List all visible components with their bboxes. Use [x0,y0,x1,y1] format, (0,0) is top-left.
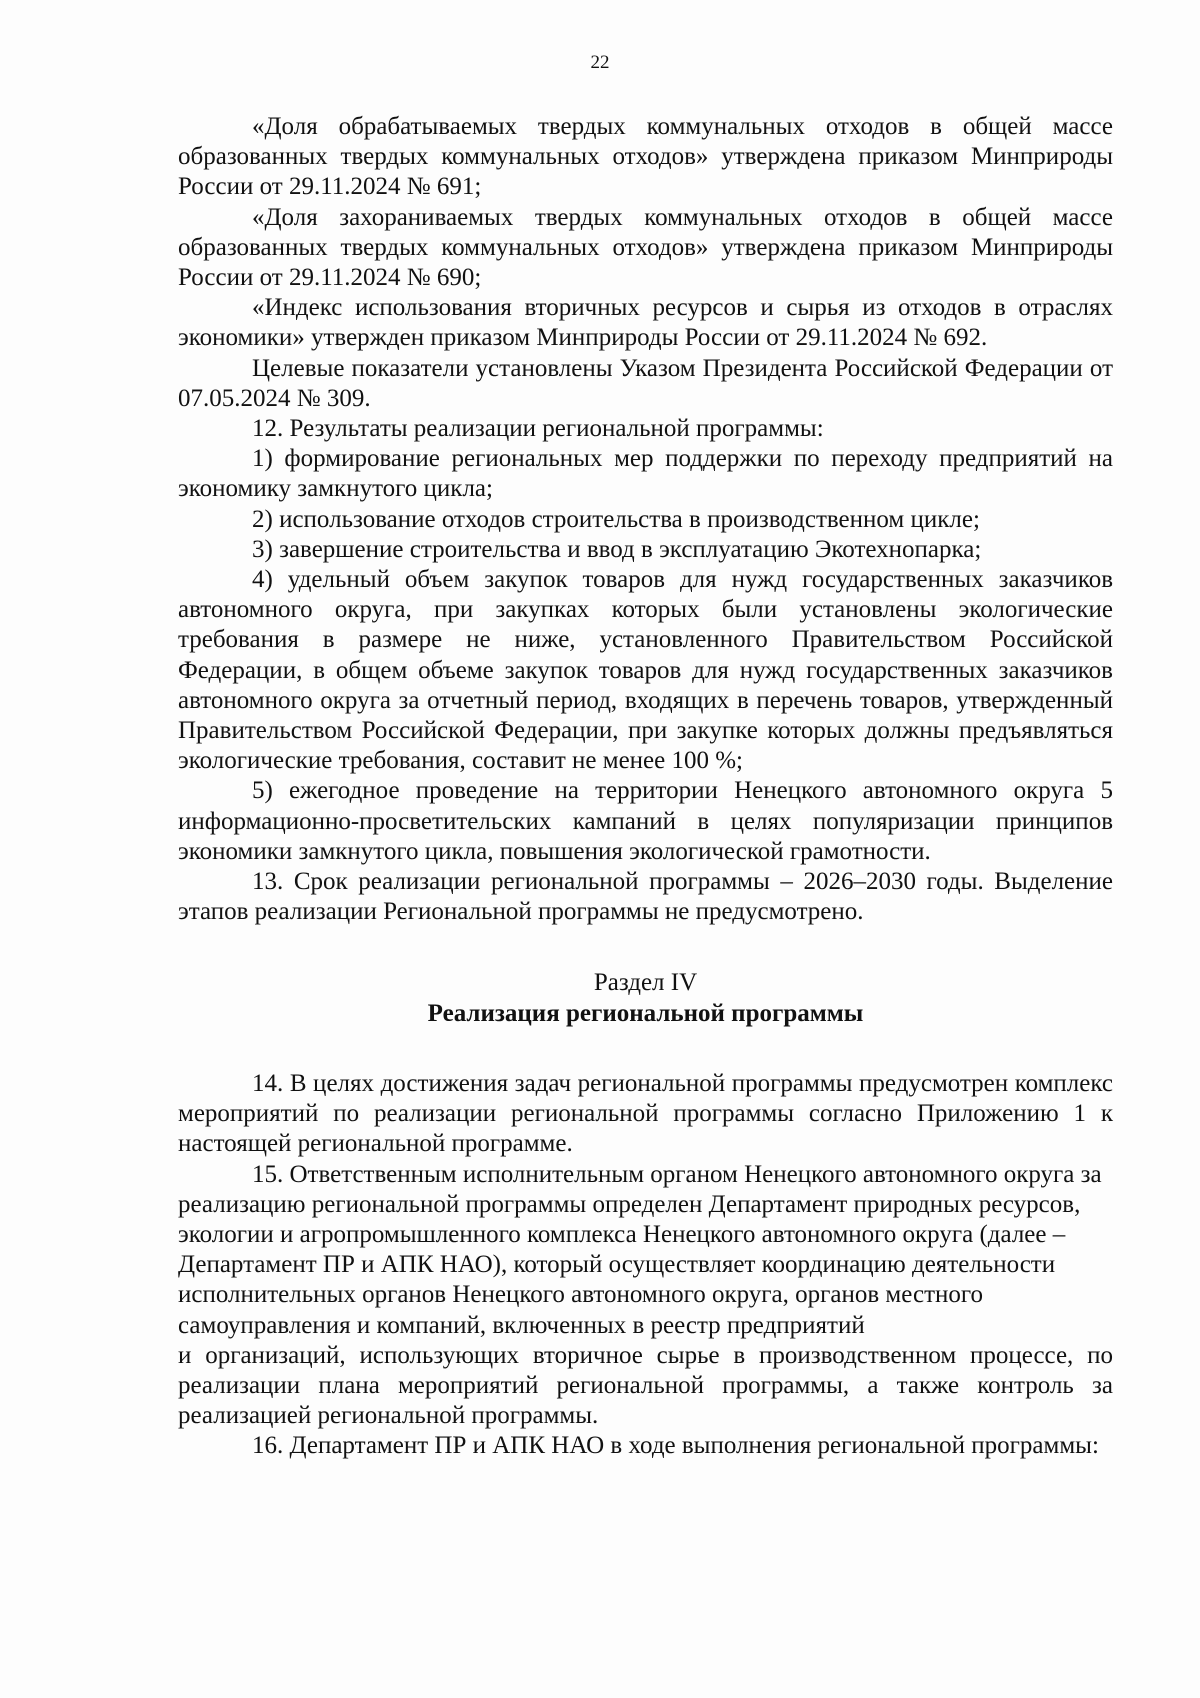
paragraph-result-4: 4) удельный объем закупок товаров для нужд государственных заказчиков автономного округа, при закупках которых были установлены экологические требования в размере не ниже, установленного Правительством Российской Федерации, в общем объеме закупок товаров для нужд государственных заказчиков автономного округа за отчетный период, входящих в перечень товаров, утвержденный Правительством Российской Федерации, при закупке которых должны предъявляться экологические требования, составит не менее 100 %; [178,566,1113,775]
section-heading [178,968,1113,1028]
paragraph-item-12: 12. Результаты реализации региональной программы: [252,415,824,443]
section-title: Реализация региональной программы [427,999,864,1027]
paragraph-share-processed-waste: «Доля обрабатываемых твердых коммунальных отходов в общей массе образованных твердых коммунальных отходов» утверждена приказом Минприроды России от 29.11.2024 № 691; [178,113,1113,201]
paragraph-share-buried-waste: «Доля захораниваемых твердых коммунальных отходов в общей массе образованных твердых коммунальных отходов» утверждена приказом Минприроды России от 29.11.2024 № 690; [178,203,1113,292]
paragraph-item-14: 14. В целях достижения задач региональной программы предусмотрен комплекс мероприятий по реализации региональной программы согласно Приложению 1 к настоящей региональной программе. [178,1069,1113,1158]
page-number: 22 [590,52,610,73]
paragraph-result-5: 5) ежегодное проведение на территории Ненецкого автономного округа 5 информационно-просветительских кампаний в целях популяризации принципов экономики замкнутого цикла, повышения экологической грамотности. [178,777,1113,865]
section-number: Раздел IV [593,969,698,997]
paragraph-result-3: 3) завершение строительства и ввод в эксплуатацию Экотехнопарка; [252,535,982,563]
paragraph-result-2: 2) использование отходов строительства в производственном цикле; [252,505,980,533]
paragraph-item-15-continued: и организаций, использующих вторичное сырье в производственном процессе, по реализации плана мероприятий региональной программы, а также контроль за реализацией региональной программы. [178,1341,1113,1430]
paragraph-item-15: 15. Ответственным исполнительным органом Ненецкого автономного округа за реализацию региональной программы определен Департамент природных ресурсов, экологии и агропромышленного комплекса Ненецкого автономного округа (далее – Департамент ПР и АПК НАО), который осуществляет координацию деятельности исполнительных органов Ненецкого автономного округа, органов местного самоуправления и компаний, включенных в реестр предприятий [178,1160,1102,1339]
paragraph-target-indicators: Целевые показатели установлены Указом Президента Российской Федерации от 07.05.2024 № 309. [178,354,1113,412]
document-body [178,112,1113,1462]
paragraph-item-16: 16. Департамент ПР и АПК НАО в ходе выполнения региональной программы: [252,1432,1099,1460]
paragraph-item-13: 13. Срок реализации региональной программы – 2026–2030 годы. Выделение этапов реализации Региональной программы не предусмотрено. [178,868,1113,926]
paragraph-secondary-resources-index: «Индекс использования вторичных ресурсов и сырья из отходов в отраслях экономики» утвержден приказом Минприроды России от 29.11.2024 № 692. [178,294,1113,352]
paragraph-result-1: 1) формирование региональных мер поддержки по переходу предприятий на экономику замкнутого цикла; [178,445,1113,503]
